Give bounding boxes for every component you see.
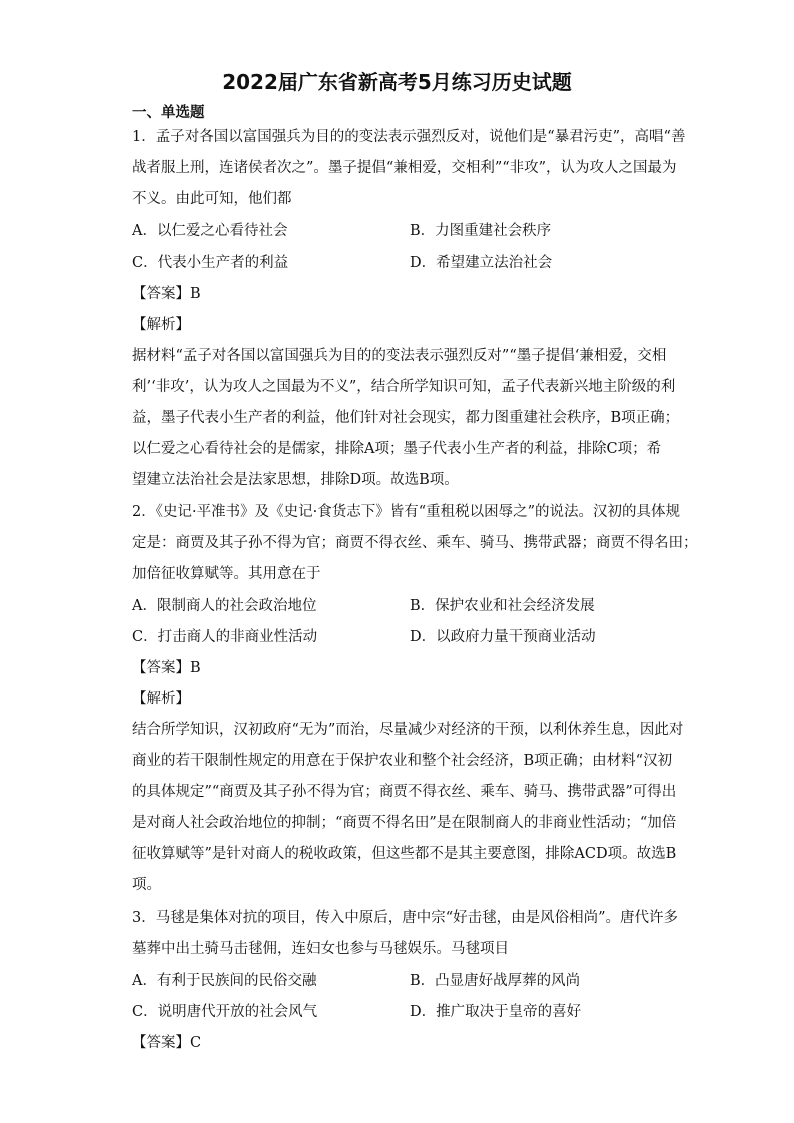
question-1-analysis-line-1: 据材料“孟子对各国以富国强兵为目的的变法表示强烈反对”“墨子提倡‘兼相爱，交相 (132, 348, 667, 364)
question-2-line-1: 2．《史记·平准书》及《史记·食货志下》皆有“重租税以困辱之”的说法。汉初的具体规 (132, 504, 681, 520)
question-2-analysis-line-2: 商业的若干限制性规定的用意在于保护农业和整个社会经济，B项正确；由材料“汉初 (132, 753, 673, 769)
question-1-option-a: A．以仁爱之心看待社会 (132, 223, 288, 239)
question-1-analysis-line-5: 望建立法治社会是法家思想，排除D项。故选B项。 (132, 472, 459, 488)
question-3-option-a: A．有利于民族间的民俗交融 (132, 973, 317, 989)
question-1-option-d: D．希望建立法治社会 (410, 255, 553, 271)
page-title: 2022届广东省新高考5月练习历史试题 (222, 70, 572, 94)
section-heading: 一、单选题 (132, 105, 205, 121)
question-1-analysis-line-3: 益，墨子代表小生产者的利益，他们针对社会现实，都力图重建社会秩序，B项正确； (132, 410, 680, 426)
question-3-answer: 【答案】C (132, 1035, 202, 1051)
question-2-analysis-line-4: 是对商人社会政治地位的抑制；“商贾不得名田”是在限制商人的非商业性活动；“加倍 (132, 815, 677, 831)
question-3-option-d: D．推广取决于皇帝的喜好 (410, 1004, 582, 1020)
question-2-analysis-line-3: 的具体规定”“商贾及其子孙不得为官；商贾不得衣丝、乘车、骑马、携带武器”可得出 (132, 784, 677, 800)
question-2-analysis-line-6: 项。 (132, 877, 161, 893)
question-2-option-d: D．以政府力量干预商业活动 (410, 629, 596, 645)
question-2-line-2: 定是：商贾及其子孙不得为官；商贾不得衣丝、乘车、骑马、携带武器；商贾不得名田； (132, 535, 698, 551)
question-3-line-2: 墓葬中出土骑马击毬佣，连妇女也参与马毬娱乐。马毬项目 (132, 941, 509, 957)
question-2-option-b: B．保护农业和社会经济发展 (410, 598, 595, 614)
question-1-answer: 【答案】B (132, 286, 201, 302)
question-1-line-3: 不义。由此可知，他们都 (132, 191, 292, 207)
question-3-option-b: B．凸显唐好战厚葬的风尚 (410, 973, 581, 989)
question-1-line-2: 战者服上刑，连诸侯者次之”。墨子提倡“兼相爱，交相利”“非攻”，认为攻人之国最为 (132, 160, 677, 176)
question-2-option-a: A．限制商人的社会政治地位 (132, 598, 317, 614)
question-1-option-b: B．力图重建社会秩序 (410, 223, 552, 239)
question-1-analysis-line-4: 以仁爱之心看待社会的是儒家，排除A项；墨子代表小生产者的利益，排除C项；希 (132, 441, 662, 457)
question-1-option-c: C．代表小生产者的利益 (132, 255, 289, 271)
question-2-analysis-line-5: 征收算赋等”是针对商人的税收政策，但这些都不是其主要意图，排除ACD项。故选B (132, 846, 677, 862)
question-1-analysis-label: 【解析】 (132, 317, 190, 333)
question-3-option-c: C．说明唐代开放的社会风气 (132, 1004, 318, 1020)
question-2-analysis-label: 【解析】 (132, 691, 190, 707)
question-1-analysis-line-2: 利’‘非攻’，认为攻人之国最为不义”，结合所学知识可知，孟子代表新兴地主阶级的利 (132, 379, 676, 395)
question-2-option-c: C．打击商人的非商业性活动 (132, 629, 318, 645)
question-3-line-1: 3．马毬是集体对抗的项目，传入中原后，唐中宗“好击毬，由是风俗相尚”。唐代许多 (132, 910, 679, 926)
question-2-line-3: 加倍征收算赋等。其用意在于 (132, 566, 321, 582)
question-2-analysis-line-1: 结合所学知识，汉初政府“无为”而治，尽量减少对经济的干预，以利休养生息，因此对 (132, 722, 684, 738)
question-1-line-1: 1．孟子对各国以富国强兵为目的的变法表示强烈反对，说他们是“暴君污吏”，高唱“善 (132, 129, 686, 145)
question-2-answer: 【答案】B (132, 660, 201, 676)
